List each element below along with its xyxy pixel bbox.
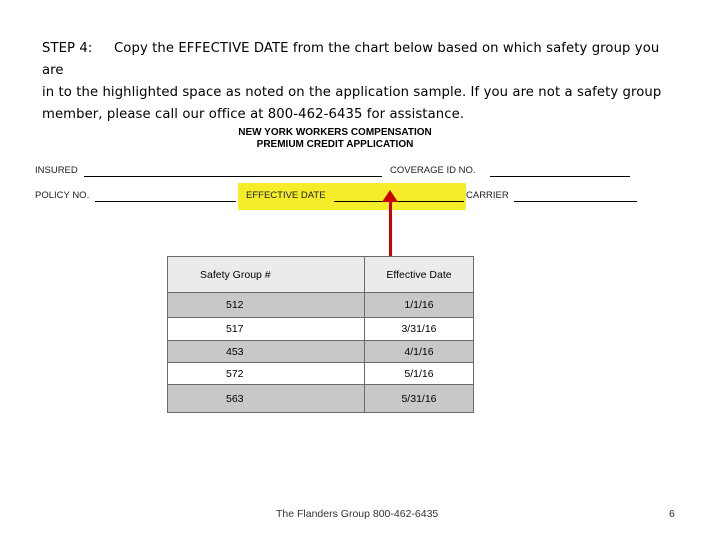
instruction-line-2: in to the highlighted space as noted on the application sample. If you are not a safety group [42, 85, 662, 100]
header-effective-date: Effective Date [365, 257, 474, 293]
carrier-line [514, 201, 637, 202]
table-row [168, 318, 474, 341]
policy-no-label: POLICY NO. [35, 190, 90, 201]
insured-label: INSURED [35, 165, 78, 176]
effective-date-line [334, 201, 464, 202]
effective-date-label: EFFECTIVE DATE [246, 190, 326, 201]
insured-line [84, 176, 382, 177]
step-instructions [42, 38, 682, 126]
coverage-id-line [490, 176, 630, 177]
page-number: 6 [669, 508, 675, 520]
safety-group-table [167, 256, 474, 413]
instruction-line-1 [42, 38, 682, 82]
safety-group-cell: 512 [168, 293, 365, 318]
safety-group-cell: 572 [168, 363, 365, 385]
table-row [168, 293, 474, 318]
instruction-line-3: member, please call our office at 800-462-6435 for assistance. [42, 107, 465, 122]
table-row [168, 363, 474, 385]
carrier-label: CARRIER [466, 190, 509, 201]
red-arrow-shaft [389, 198, 392, 265]
safety-group-cell: 517 [168, 318, 365, 341]
safety-group-cell: 563 [168, 385, 365, 413]
table-row [168, 341, 474, 363]
safety-group-cell: 453 [168, 341, 365, 363]
table-header-row [168, 257, 474, 293]
header-safety-group: Safety Group # [168, 257, 365, 293]
policy-no-line [95, 201, 236, 202]
form-title [230, 127, 440, 151]
effective-date-cell: 3/31/16 [365, 318, 474, 341]
step-label: STEP 4: [42, 41, 93, 56]
effective-date-cell: 1/1/16 [365, 293, 474, 318]
table-row [168, 385, 474, 413]
form-title-line-1: NEW YORK WORKERS COMPENSATION [238, 127, 432, 138]
coverage-id-label: COVERAGE ID NO. [390, 165, 476, 176]
effective-date-cell: 5/31/16 [365, 385, 474, 413]
effective-date-cell: 4/1/16 [365, 341, 474, 363]
effective-date-cell: 5/1/16 [365, 363, 474, 385]
instruction-text-1: Copy the EFFECTIVE DATE from the chart below based on which safety group you are [42, 41, 660, 78]
form-title-line-2: PREMIUM CREDIT APPLICATION [256, 139, 414, 150]
footer-text: The Flanders Group 800-462-6435 [276, 508, 439, 520]
